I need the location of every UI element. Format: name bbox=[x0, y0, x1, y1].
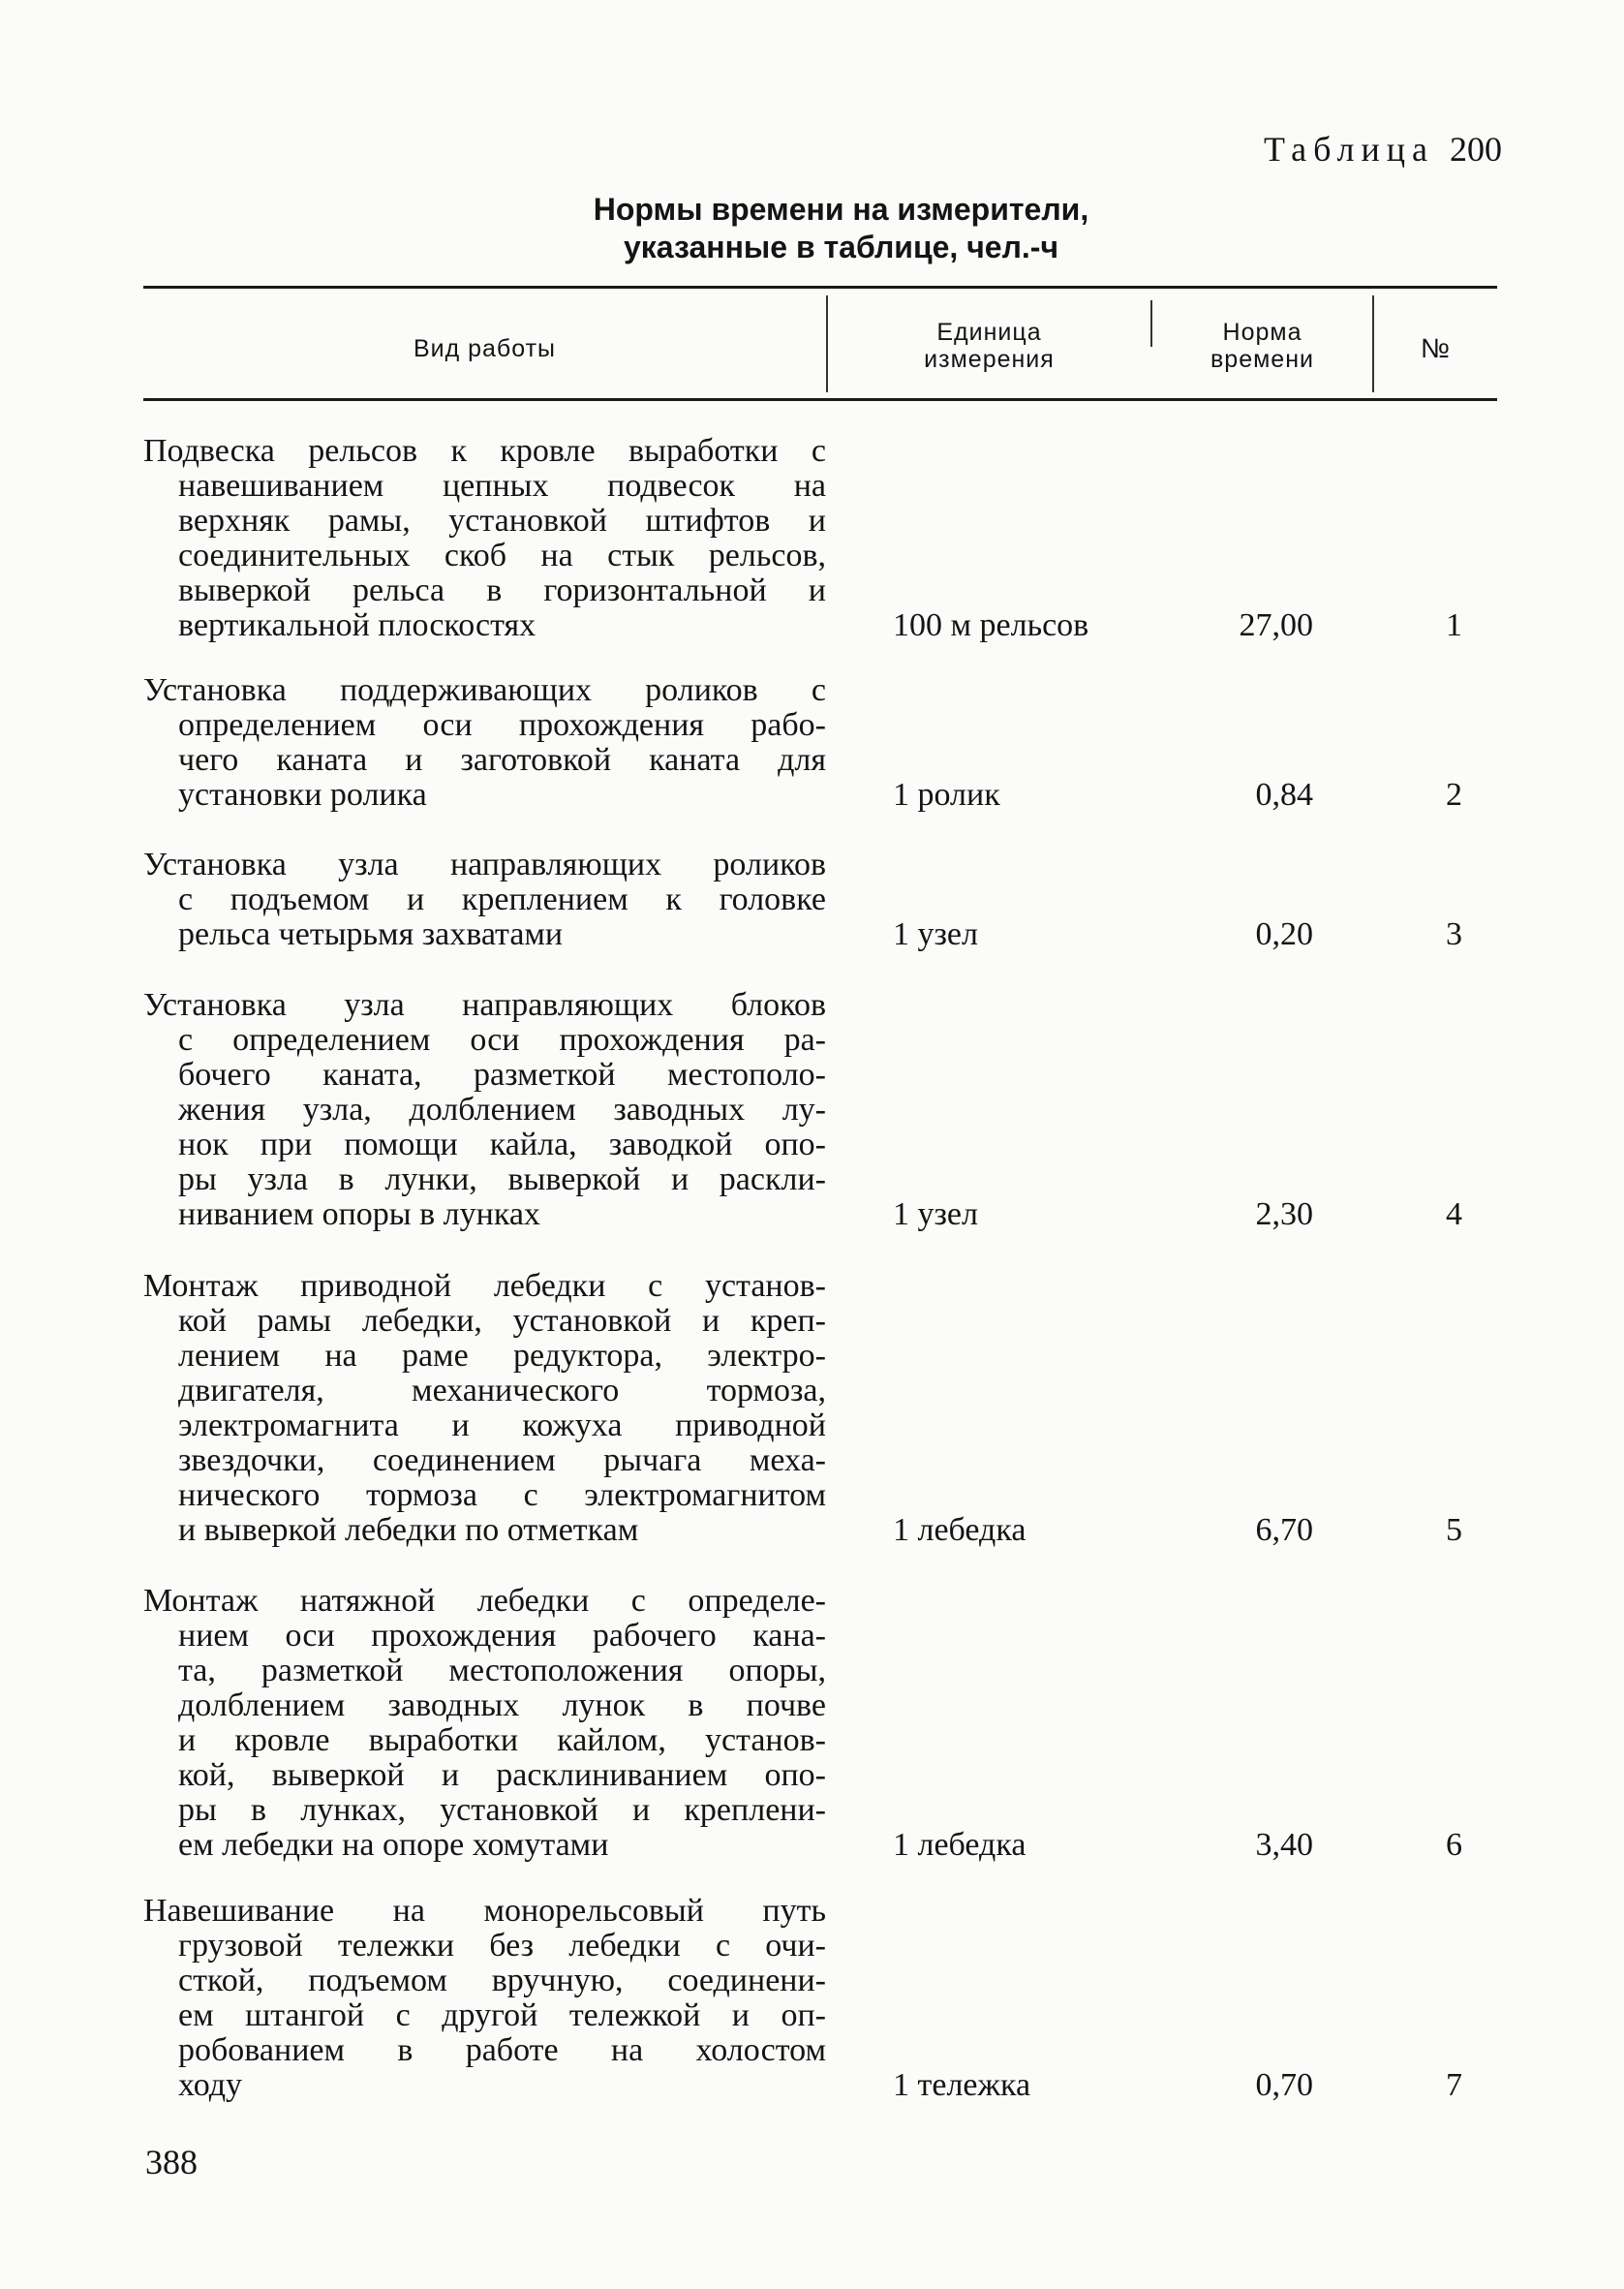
row-description-line: с подъемом и креплением к головке bbox=[178, 882, 826, 917]
row-description-line: с определением оси прохождения ра- bbox=[178, 1022, 826, 1058]
row-description bbox=[143, 673, 826, 813]
row-norm: 0,20 bbox=[1255, 916, 1313, 952]
row-number: 6 bbox=[1446, 1827, 1462, 1863]
row-norm: 0,70 bbox=[1255, 2067, 1313, 2103]
row-description-line: двигателя, механического тормоза, bbox=[178, 1373, 826, 1408]
row-description-line: навешиванием цепных подвесок на bbox=[178, 468, 826, 504]
table-label-word: Таблица bbox=[1264, 130, 1434, 169]
row-norm: 27,00 bbox=[1239, 607, 1313, 643]
row-norm: 3,40 bbox=[1255, 1827, 1313, 1863]
header-unit-line-2: измерения bbox=[924, 346, 1055, 373]
row-description-line: грузовой тележки без лебедки с очи- bbox=[178, 1928, 826, 1964]
row-description-line: ры узла в лунки, выверкой и раскли- bbox=[178, 1161, 826, 1197]
row-description bbox=[143, 848, 826, 952]
row-description-line: установки ролика bbox=[178, 777, 427, 813]
header-number: № bbox=[1420, 333, 1452, 363]
row-description-line: та, разметкой местоположения опоры, bbox=[178, 1653, 826, 1688]
row-description-line: Монтаж приводной лебедки с установ- bbox=[143, 1268, 826, 1304]
row-number: 3 bbox=[1446, 916, 1462, 952]
row-number: 4 bbox=[1446, 1196, 1462, 1232]
row-description-line: нического тормоза с электромагнитом bbox=[178, 1477, 826, 1513]
row-number: 7 bbox=[1446, 2067, 1462, 2103]
row-description-line: сткой, подъемом вручную, соединени- bbox=[178, 1963, 826, 1998]
row-description bbox=[143, 988, 826, 1232]
row-description-line: кой рамы лебедки, установкой и креп- bbox=[178, 1303, 826, 1339]
row-description-line: робованием в работе на холостом bbox=[178, 2032, 826, 2068]
row-description-line: электромагнита и кожуха приводной bbox=[178, 1407, 826, 1443]
row-description bbox=[143, 434, 826, 643]
row-description-line: ры в лунках, установкой и креплени- bbox=[178, 1792, 826, 1828]
header-unit-line-1: Единица bbox=[936, 319, 1042, 346]
row-norm: 6,70 bbox=[1255, 1512, 1313, 1548]
row-description-line: ем лебедки на опоре хомутами bbox=[178, 1827, 609, 1863]
row-description-line: определением оси прохождения рабо- bbox=[178, 707, 826, 743]
table-title-line-1: Нормы времени на измерители, bbox=[593, 192, 1089, 227]
row-number: 2 bbox=[1446, 777, 1462, 813]
table-title bbox=[0, 191, 1624, 266]
row-norm: 0,84 bbox=[1255, 777, 1313, 813]
header-unit bbox=[828, 319, 1150, 373]
row-unit: 1 узел bbox=[893, 916, 978, 952]
header-norm bbox=[1152, 319, 1372, 373]
row-description-line: Установка узла направляющих роликов bbox=[143, 847, 826, 882]
table-title-line-2: указанные в таблице, чел.-ч bbox=[623, 230, 1059, 264]
row-norm: 2,30 bbox=[1255, 1196, 1313, 1232]
row-description-line: бочего каната, разметкой местополо- bbox=[178, 1057, 826, 1093]
row-description-line: нок при помощи кайла, заводкой опо- bbox=[178, 1127, 826, 1162]
row-unit: 1 ролик bbox=[893, 777, 1000, 813]
table-label bbox=[1264, 129, 1502, 170]
row-unit: 1 лебедка bbox=[893, 1512, 1026, 1548]
page-number: 388 bbox=[145, 2143, 198, 2181]
row-description-line: ниванием опоры в лунках bbox=[178, 1196, 540, 1232]
row-description-line: чего каната и заготовкой каната для bbox=[178, 742, 826, 778]
row-description-line: выверкой рельса в горизонтальной и bbox=[178, 572, 826, 608]
row-unit: 100 м рельсов bbox=[893, 607, 1089, 643]
row-description-line: и кровле выработки кайлом, установ- bbox=[178, 1722, 826, 1758]
row-description-line: кой, выверкой и расклиниванием опо- bbox=[178, 1757, 826, 1793]
header-work-type: Вид работы bbox=[413, 335, 557, 362]
row-description-line: рельса четырьмя захватами bbox=[178, 916, 564, 952]
row-description-line: вертикальной плоскостях bbox=[178, 607, 536, 643]
table-top-rule bbox=[143, 286, 1497, 289]
row-description bbox=[143, 1584, 826, 1863]
row-description-line: соединительных скоб на стык рельсов, bbox=[178, 538, 826, 573]
row-unit: 1 тележка bbox=[893, 2067, 1031, 2103]
row-number: 5 bbox=[1446, 1512, 1462, 1548]
table-label-number: 200 bbox=[1450, 130, 1502, 169]
row-description-line: Установка узла направляющих блоков bbox=[143, 987, 826, 1023]
row-description-line: Навешивание на монорельсовый путь bbox=[143, 1893, 826, 1929]
row-description bbox=[143, 1894, 826, 2103]
row-description-line: Установка поддерживающих роликов с bbox=[143, 672, 826, 708]
row-description-line: и выверкой лебедки по отметкам bbox=[178, 1512, 639, 1548]
row-description-line: нием оси прохождения рабочего кана- bbox=[178, 1618, 826, 1654]
row-description-line: жения узла, долблением заводных лу- bbox=[178, 1092, 826, 1128]
row-description-line: Подвеска рельсов к кровле выработки с bbox=[143, 433, 826, 469]
table-header-rule bbox=[143, 398, 1497, 401]
row-unit: 1 лебедка bbox=[893, 1827, 1026, 1863]
row-number: 1 bbox=[1446, 607, 1462, 643]
header-norm-line-1: Норма bbox=[1222, 319, 1302, 346]
row-description-line: лением на раме редуктора, электро- bbox=[178, 1338, 826, 1374]
row-description-line: Монтаж натяжной лебедки с определе- bbox=[143, 1583, 826, 1619]
row-description-line: верхняк рамы, установкой штифтов и bbox=[178, 503, 826, 539]
row-description-line: ходу bbox=[178, 2067, 243, 2103]
row-description-line: долблением заводных лунок в почве bbox=[178, 1687, 826, 1723]
row-description-line: ем штангой с другой тележкой и оп- bbox=[178, 1997, 826, 2033]
header-norm-line-2: времени bbox=[1210, 346, 1314, 373]
row-unit: 1 узел bbox=[893, 1196, 978, 1232]
row-description bbox=[143, 1269, 826, 1548]
row-description-line: звездочки, соединением рычага меха- bbox=[178, 1442, 826, 1478]
